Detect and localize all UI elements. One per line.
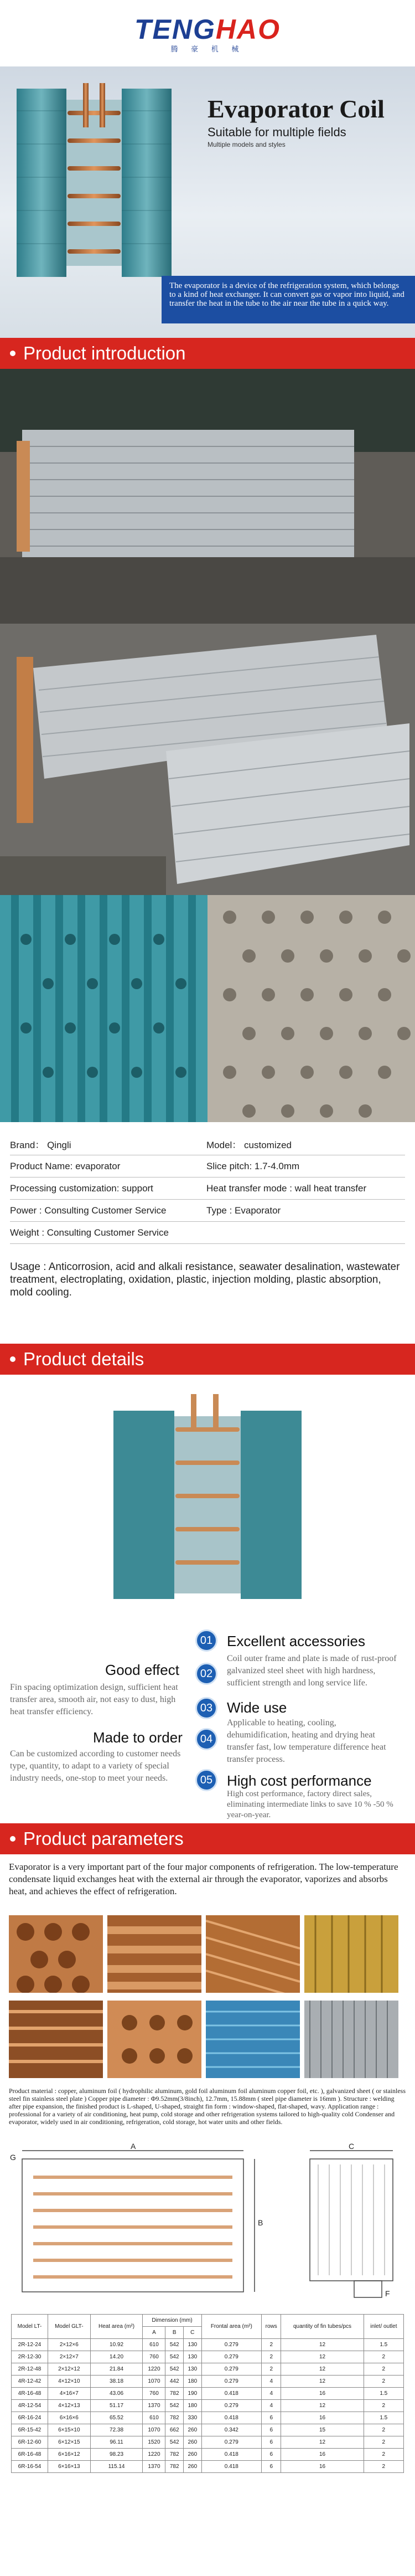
table-cell: 12 xyxy=(281,2436,364,2449)
feature-number-badge: 01 xyxy=(195,1629,217,1652)
bullet-icon xyxy=(10,1356,15,1362)
feature-title: Excellent accessories xyxy=(227,1633,365,1649)
table-cell: 180 xyxy=(183,2400,201,2412)
table-cell: 4 xyxy=(262,2376,281,2388)
dimension-label-f: F xyxy=(385,2289,390,2298)
table-row xyxy=(12,2363,404,2376)
dimension-diagram xyxy=(0,2142,415,2308)
material-photos xyxy=(0,1915,415,2081)
spec-cell: Heat transfer mode : wall heat transfer xyxy=(206,1182,367,1194)
copper-pipe-photo xyxy=(107,1915,201,1993)
dimension-drawing xyxy=(0,2142,415,2308)
table-cell: 0.279 xyxy=(201,2436,261,2449)
table-cell: 6 xyxy=(262,2461,281,2473)
table-cell: 1220 xyxy=(143,2449,165,2461)
table-cell: 2 xyxy=(364,2400,403,2412)
table-cell: 0.418 xyxy=(201,2388,261,2400)
table-cell: 98.23 xyxy=(90,2449,143,2461)
table-cell: 0.418 xyxy=(201,2449,261,2461)
feature-number-badge: 04 xyxy=(195,1728,217,1750)
table-cell: 6×12×15 xyxy=(48,2436,91,2449)
table-row xyxy=(12,2351,404,2363)
table-cell: 6 xyxy=(262,2412,281,2424)
gold-fin-photo xyxy=(304,1915,398,1993)
table-cell: 610 xyxy=(143,2412,165,2424)
feature-description: Coil outer frame and plate is made of rust-proof galvanized steel sheet with high hardness, sufficient strength and long service life. xyxy=(227,1654,397,1688)
table-header: quantity of fin tubes/pcs xyxy=(281,2315,364,2339)
table-cell: 442 xyxy=(165,2376,184,2388)
table-header: inlet/ outlet xyxy=(364,2315,403,2339)
table-cell: 1070 xyxy=(143,2424,165,2436)
table-cell: 1220 xyxy=(143,2363,165,2376)
table-cell: 4×12×10 xyxy=(48,2376,91,2388)
table-cell: 2 xyxy=(364,2461,403,2473)
bullet-icon xyxy=(10,1836,15,1842)
aluminum-fin-photo xyxy=(304,2001,398,2078)
table-row xyxy=(12,2449,404,2461)
section-title: Product details xyxy=(23,1349,144,1369)
table-cell: 2×12×7 xyxy=(48,2351,91,2363)
table-cell: 4 xyxy=(262,2388,281,2400)
table-cell: 6 xyxy=(262,2424,281,2436)
table-cell: 1.5 xyxy=(364,2388,403,2400)
table-cell: 6R-15-42 xyxy=(12,2424,48,2436)
silver-fin-photo xyxy=(208,895,415,1122)
logo-area xyxy=(0,0,415,66)
table-cell: 12 xyxy=(281,2376,364,2388)
table-cell: 6×16×13 xyxy=(48,2461,91,2473)
spec-cell: Brand： Qingli xyxy=(10,1140,71,1150)
spec-cell: Processing customization: support xyxy=(10,1182,153,1194)
copper-pipe-photo xyxy=(9,1915,103,1993)
spec-row xyxy=(10,1178,405,1200)
table-cell: 2 xyxy=(364,2424,403,2436)
fin-photos xyxy=(0,895,415,1122)
spec-cell: Weight : Consulting Customer Service xyxy=(10,1227,169,1238)
feature-title: Made to order xyxy=(93,1729,183,1746)
table-cell: 12 xyxy=(281,2351,364,2363)
table-cell: 0.279 xyxy=(201,2339,261,2351)
table-cell: 190 xyxy=(183,2388,201,2400)
table-cell: 6×16×12 xyxy=(48,2449,91,2461)
feature-number-badge: 05 xyxy=(195,1769,217,1791)
hero-subtitle: Suitable for multiple fields xyxy=(208,125,346,139)
coil-photo-image xyxy=(0,369,415,624)
spec-cell: Model： customized xyxy=(206,1140,292,1150)
spec-cell: Slice pitch: 1.7-4.0mm xyxy=(206,1160,300,1171)
feature-title: Good effect xyxy=(105,1662,179,1678)
section-header-introduction xyxy=(0,338,415,369)
spec-row xyxy=(10,1200,405,1222)
table-cell: 260 xyxy=(183,2449,201,2461)
table-cell: 4×12×13 xyxy=(48,2400,91,2412)
table-row xyxy=(12,2388,404,2400)
table-header: Model LT- xyxy=(12,2315,48,2339)
features-list xyxy=(0,1629,415,1819)
table-cell: 6 xyxy=(262,2449,281,2461)
spec-row xyxy=(10,1155,405,1178)
table-cell: 782 xyxy=(165,2412,184,2424)
section-header-parameters xyxy=(0,1823,415,1854)
table-cell: 4 xyxy=(262,2400,281,2412)
dimension-label-g: G xyxy=(10,2153,16,2162)
table-cell: 14.20 xyxy=(90,2351,143,2363)
spec-row xyxy=(10,1133,405,1155)
table-cell: 542 xyxy=(165,2363,184,2376)
section-header-details xyxy=(0,1344,415,1375)
table-cell: 542 xyxy=(165,2400,184,2412)
feature-title: High cost performance xyxy=(227,1772,372,1789)
table-cell: 130 xyxy=(183,2351,201,2363)
table-cell: 260 xyxy=(183,2461,201,2473)
params-material-text: Product material : copper, aluminum foil ( hydrophilic aluminum, gold foil aluminum foil aluminum copper foil, etc. ), galvanized sheet ( or stainless steel fin stainless steel plate ) Copper pipe diameter : Φ9.52mm(3/8inch), 12.7mm, 15.88mm ( steel pipe diameter is 16mm ). Structure : welding after pipe expansion, the finished product is L-shaped, U-shaped, straight fin form : window-shaped, flat-shaped, wavy. Application range : professional for a variety of air conditioning, heat pump, cold storage and other refrigeration systems tailored to high-quality cold Condenser and evaporator, widely used in air conditioning, refrigeration, cold storage, hot water units and other fields. xyxy=(9,2087,406,2126)
spec-cell: Product Name: evaporator xyxy=(10,1160,121,1171)
table-cell: 65.52 xyxy=(90,2412,143,2424)
table-subheader: B xyxy=(165,2327,184,2339)
table-cell: 2 xyxy=(364,2376,403,2388)
feature-description: Can be customized according to customer needs type, quantity, to adapt to a variety of special industry needs, one-stop to meet your needs. xyxy=(10,1749,181,1783)
table-cell: 1070 xyxy=(143,2376,165,2388)
table-cell: 10.92 xyxy=(90,2339,143,2351)
table-cell: 0.279 xyxy=(201,2351,261,2363)
table-row xyxy=(12,2424,404,2436)
dimension-table xyxy=(11,2314,404,2473)
table-cell: 260 xyxy=(183,2436,201,2449)
table-cell: 542 xyxy=(165,2436,184,2449)
table-cell: 1370 xyxy=(143,2461,165,2473)
table-cell: 16 xyxy=(281,2461,364,2473)
feature-title: Wide use xyxy=(227,1699,287,1716)
table-cell: 2R-12-30 xyxy=(12,2351,48,2363)
table-cell: 1.5 xyxy=(364,2412,403,2424)
table-cell: 2 xyxy=(364,2351,403,2363)
details-image-area xyxy=(0,1375,415,1629)
table-cell: 6×15×10 xyxy=(48,2424,91,2436)
table-cell: 12 xyxy=(281,2339,364,2351)
logo xyxy=(134,13,281,54)
table-cell: 43.06 xyxy=(90,2388,143,2400)
table-cell: 130 xyxy=(183,2363,201,2376)
blue-fin-photo xyxy=(206,2001,300,2078)
feature-description: Fin spacing optimization design, sufficient heat transfer area, smooth air, not easy to dust, high heat transfer efficiency. xyxy=(10,1683,178,1716)
logo-subtext: 腾 豪 机 械 xyxy=(170,44,245,53)
table-header: Model GLT- xyxy=(48,2315,91,2339)
table-row xyxy=(12,2412,404,2424)
table-cell: 6×16×6 xyxy=(48,2412,91,2424)
hero-description: The evaporator is a device of the refrigeration system, which belongs to a kind of heat exchanger. It can convert gas or vapor into liquid, and transfer the heat in the tube to the air near the tube in a quick way. xyxy=(162,276,415,323)
dimension-label-a: A xyxy=(131,2142,136,2151)
table-cell: 2 xyxy=(262,2351,281,2363)
dimension-table-area xyxy=(0,2308,415,2527)
feature-number-badge: 03 xyxy=(195,1697,217,1719)
table-cell: 2 xyxy=(364,2363,403,2376)
table-cell: 0.342 xyxy=(201,2424,261,2436)
table-cell: 542 xyxy=(165,2339,184,2351)
table-cell: 760 xyxy=(143,2388,165,2400)
table-cell: 6R-12-60 xyxy=(12,2436,48,2449)
spec-cell: Power : Consulting Customer Service xyxy=(10,1205,167,1216)
table-cell: 782 xyxy=(165,2388,184,2400)
table-cell: 4R-12-54 xyxy=(12,2400,48,2412)
bullet-icon xyxy=(10,351,15,356)
table-cell: 2 xyxy=(262,2339,281,2351)
table-cell: 130 xyxy=(183,2339,201,2351)
table-cell: 15 xyxy=(281,2424,364,2436)
table-cell: 16 xyxy=(281,2449,364,2461)
logo-text-left: TENG xyxy=(134,13,216,45)
table-cell: 782 xyxy=(165,2449,184,2461)
table-cell: 1.5 xyxy=(364,2339,403,2351)
table-cell: 4R-16-48 xyxy=(12,2388,48,2400)
table-subheader: A xyxy=(143,2327,165,2339)
spec-table xyxy=(0,1122,415,1250)
table-cell: 0.279 xyxy=(201,2400,261,2412)
table-cell: 2 xyxy=(364,2436,403,2449)
hero-banner xyxy=(0,66,415,338)
table-cell: 38.18 xyxy=(90,2376,143,2388)
spec-row xyxy=(10,1222,405,1244)
table-cell: 782 xyxy=(165,2461,184,2473)
feature-description: High cost performance, factory direct sales, eliminating intermediate links to save 10 % -50 % year-on-year. xyxy=(227,1790,393,1819)
logo-text-right: HAO xyxy=(215,13,281,45)
table-cell: 0.418 xyxy=(201,2461,261,2473)
table-cell: 2R-12-48 xyxy=(12,2363,48,2376)
factory-photo-evaporators xyxy=(0,624,415,895)
params-intro-text: Evaporator is a very important part of the four major components of refrigeration. The low-temperature condensate liquid exchanges heat with the external air through the evaporator, vaporizes and absorbs heat, and achieves the effect of refrigeration. xyxy=(9,1862,398,1896)
table-row xyxy=(12,2400,404,2412)
table-cell: 51.17 xyxy=(90,2400,143,2412)
spec-cell: Type : Evaporator xyxy=(206,1205,281,1216)
table-cell: 16 xyxy=(281,2412,364,2424)
table-cell: 610 xyxy=(143,2339,165,2351)
blue-fin-photo xyxy=(0,895,208,1122)
table-cell: 6R-16-48 xyxy=(12,2449,48,2461)
table-body xyxy=(12,2339,404,2473)
table-header: rows xyxy=(262,2315,281,2339)
section-title: Product introduction xyxy=(23,343,186,363)
table-cell: 2 xyxy=(364,2449,403,2461)
table-header: Heat area (m²) xyxy=(90,2315,143,2339)
copper-tube-photo xyxy=(9,2001,103,2078)
table-row xyxy=(12,2339,404,2351)
table-cell: 260 xyxy=(183,2424,201,2436)
table-cell: 21.84 xyxy=(90,2363,143,2376)
table-cell: 2×12×6 xyxy=(48,2339,91,2351)
table-cell: 4R-12-42 xyxy=(12,2376,48,2388)
table-cell: 115.14 xyxy=(90,2461,143,2473)
copper-fin-photo xyxy=(206,1915,300,1993)
table-row xyxy=(12,2461,404,2473)
table-header: Frontal area (m²) xyxy=(201,2315,261,2339)
table-cell: 760 xyxy=(143,2351,165,2363)
dimension-label-c: C xyxy=(349,2142,355,2151)
coil-photo xyxy=(107,2001,201,2078)
feature-number-badge: 02 xyxy=(195,1663,217,1685)
table-cell: 16 xyxy=(281,2388,364,2400)
table-cell: 12 xyxy=(281,2400,364,2412)
table-cell: 4×16×7 xyxy=(48,2388,91,2400)
table-cell: 0.418 xyxy=(201,2412,261,2424)
evaporators-photo-image xyxy=(0,624,415,895)
table-cell: 2R-12-24 xyxy=(12,2339,48,2351)
dimension-label-b: B xyxy=(258,2218,263,2227)
table-cell: 330 xyxy=(183,2412,201,2424)
table-cell: 180 xyxy=(183,2376,201,2388)
factory-photo-coil xyxy=(0,369,415,624)
table-cell: 2×12×12 xyxy=(48,2363,91,2376)
logo-text xyxy=(134,13,281,45)
table-cell: 96.11 xyxy=(90,2436,143,2449)
table-subheader: C xyxy=(183,2327,201,2339)
hero-title: Evaporator Coil xyxy=(208,95,385,123)
feature-description: Applicable to heating, cooling, dehumidification, heating and drying heat transfer fast, low temperature difference heat transfer process. xyxy=(227,1718,386,1764)
section-title: Product parameters xyxy=(23,1828,184,1849)
table-row xyxy=(12,2376,404,2388)
table-cell: 662 xyxy=(165,2424,184,2436)
usage-text: Usage : Anticorrosion, acid and alkali resistance, seawater desalination, wastewater treatment, electroplating, oxidation, plastic, injection molding, plastic absorption, mold cooling. xyxy=(10,1261,400,1298)
table-cell: 1520 xyxy=(143,2436,165,2449)
u-coil-image xyxy=(108,1394,307,1610)
table-cell: 6 xyxy=(262,2436,281,2449)
table-cell: 2 xyxy=(262,2363,281,2376)
table-cell: 6R-16-24 xyxy=(12,2412,48,2424)
table-row xyxy=(12,2436,404,2449)
table-cell: 12 xyxy=(281,2363,364,2376)
evaporator-coil-image xyxy=(6,78,183,288)
hero-subtitle-small: Multiple models and styles xyxy=(208,141,286,148)
table-header: Dimension (mm) xyxy=(143,2315,201,2327)
table-cell: 0.279 xyxy=(201,2363,261,2376)
table-cell: 1370 xyxy=(143,2400,165,2412)
table-cell: 542 xyxy=(165,2351,184,2363)
table-cell: 0.279 xyxy=(201,2376,261,2388)
table-cell: 6R-16-54 xyxy=(12,2461,48,2473)
table-cell: 72.38 xyxy=(90,2424,143,2436)
